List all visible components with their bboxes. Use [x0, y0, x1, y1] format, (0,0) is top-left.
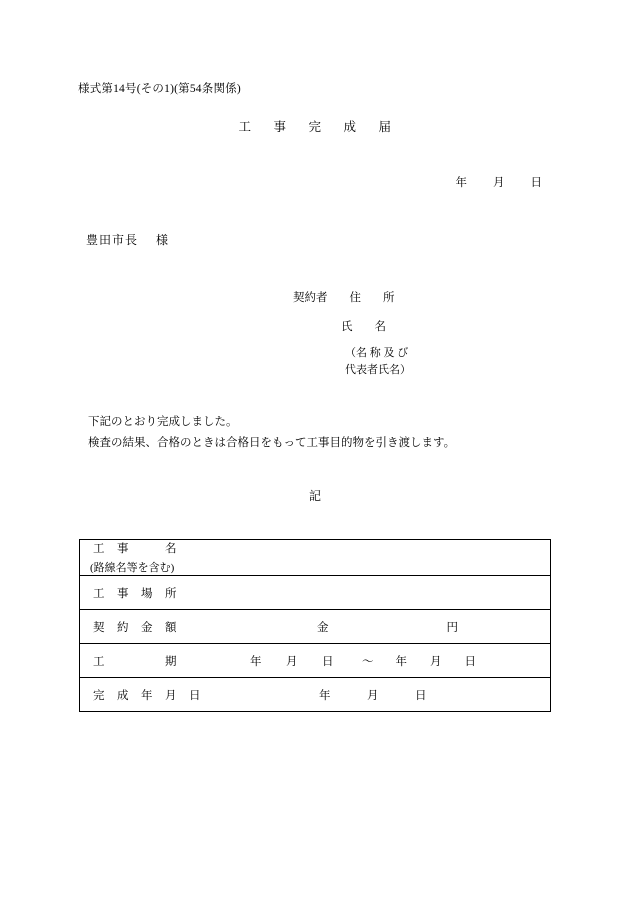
addressee-name: 豊田市長: [86, 233, 139, 247]
row-project-name-sublabel: (路線名等を含む): [90, 562, 175, 574]
title-char-2: 事: [273, 120, 287, 134]
row-contract-amount[interactable]: [80, 610, 551, 644]
party-name-note-line-2: 代表者氏名）: [345, 364, 411, 376]
form-code: 様式第14号(その1)(第54条関係): [78, 83, 241, 95]
body-text: [88, 412, 455, 454]
table-row: [80, 540, 551, 576]
row-period[interactable]: [80, 644, 551, 678]
row-project-location[interactable]: [80, 576, 551, 610]
row-completion-date[interactable]: [80, 678, 551, 712]
row-period-separator: 〜: [362, 655, 374, 668]
addressee-line: [86, 231, 169, 248]
party-address-label-1: 住: [349, 292, 361, 304]
party-name-label-2: 名: [374, 321, 386, 333]
title-char-5: 届: [378, 120, 392, 134]
table-row: [80, 644, 551, 678]
table-row: [80, 576, 551, 610]
party-name-label-1: 氏: [341, 321, 353, 333]
row-project-location-label: 工 事 場 所: [93, 587, 177, 600]
row-period-label: 工 期: [93, 655, 177, 668]
row-project-name[interactable]: [80, 540, 551, 576]
date-day-label: 日: [530, 177, 542, 189]
party-label: 契約者: [293, 292, 328, 304]
date-month-label: 月: [493, 177, 505, 189]
page-title: [0, 117, 630, 135]
body-line-1: 下記のとおり完成しました。: [88, 416, 238, 428]
details-table: [79, 539, 551, 712]
row-completion-date-label: 完 成 年 月 日: [93, 689, 201, 702]
party-name-note-line-1: （名 称 及 び: [345, 347, 409, 359]
title-char-1: 工: [238, 120, 252, 134]
row-contract-amount-unit: 円: [446, 621, 458, 634]
table-row: [80, 678, 551, 712]
party-address-line: [293, 286, 395, 311]
row-contract-amount-label: 契 約 金 額: [93, 621, 177, 634]
row-period-end: 年 月 日: [395, 655, 476, 668]
ki-mark: 記: [308, 489, 321, 503]
addressee-honorific: 様: [156, 233, 170, 247]
table-row: [80, 610, 551, 644]
party-name-line: [341, 318, 386, 334]
row-period-start: 年 月 日: [250, 655, 334, 668]
title-char-4: 成: [343, 120, 357, 134]
body-line-2: 検査の結果、合格のときは合格日をもって工事目的物を引き渡します。: [88, 437, 456, 449]
party-address-label-2: 所: [383, 292, 395, 304]
row-project-name-label: 工 事 名: [93, 543, 177, 555]
row-completion-date-value: 年 月 日: [319, 689, 427, 702]
submission-date-line: [456, 174, 543, 190]
party-name-note: [345, 345, 411, 379]
title-char-3: 完: [308, 120, 322, 134]
date-year-label: 年: [455, 177, 467, 189]
row-contract-amount-currency-mark: 金: [317, 621, 329, 634]
